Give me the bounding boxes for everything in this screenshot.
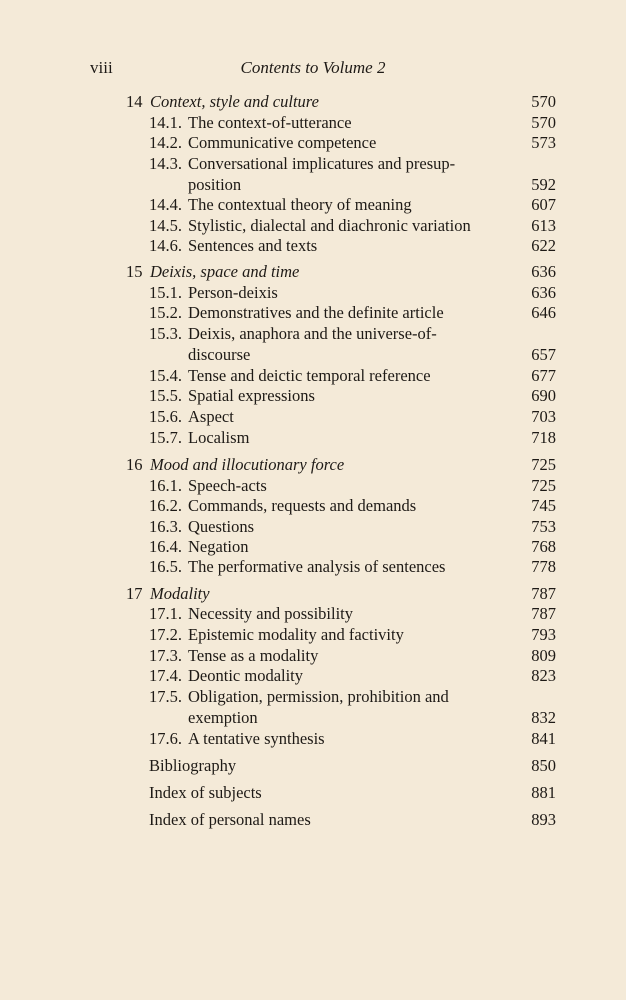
- toc-page-number: 622: [531, 236, 556, 255]
- toc-page-number: 718: [531, 428, 556, 447]
- toc-number: 17.1.: [149, 604, 182, 623]
- toc-entry: [0, 407, 626, 427]
- toc-entry: [0, 345, 626, 365]
- toc-title: Localism: [188, 428, 250, 447]
- toc-number: 17.2.: [149, 625, 182, 644]
- toc-page-number: 636: [531, 283, 556, 302]
- toc-number: 14.4.: [149, 195, 182, 214]
- toc-page-number: 657: [531, 345, 556, 364]
- toc-title: The context-of-utterance: [188, 113, 352, 132]
- toc-page-number: 809: [531, 646, 556, 665]
- toc-entry: [0, 175, 626, 195]
- toc-title: exemption: [188, 708, 258, 727]
- toc-title: Obligation, permission, prohibition and: [188, 687, 449, 706]
- toc-number: 15.3.: [149, 324, 182, 343]
- toc-page-number: 778: [531, 557, 556, 576]
- toc-entry: [0, 283, 626, 303]
- toc-number: 16.4.: [149, 537, 182, 556]
- toc-number: 16.5.: [149, 557, 182, 576]
- toc-number: 16.3.: [149, 517, 182, 536]
- toc-title: Tense and deictic temporal reference: [188, 366, 431, 385]
- toc-page-number: 570: [531, 92, 556, 111]
- page-number: viii: [90, 58, 113, 77]
- toc-title: Communicative competence: [188, 133, 377, 152]
- toc-chapter: [0, 92, 626, 112]
- toc-page-number: 607: [531, 195, 556, 214]
- toc-title: Epistemic modality and factivity: [188, 625, 404, 644]
- toc-number: 14.6.: [149, 236, 182, 255]
- toc-number: 15.2.: [149, 303, 182, 322]
- toc-page-number: 787: [531, 604, 556, 623]
- toc-page-number: 646: [531, 303, 556, 322]
- toc-title: Tense as a modality: [188, 646, 319, 665]
- toc-page-number: 841: [531, 729, 556, 748]
- toc-entry: [0, 133, 626, 153]
- toc-page-number: 703: [531, 407, 556, 426]
- toc-title: Sentences and texts: [188, 236, 318, 255]
- toc-entry: [0, 386, 626, 406]
- toc-number: 14.2.: [149, 133, 182, 152]
- toc-number: 17.6.: [149, 729, 182, 748]
- toc-page-number: 881: [531, 783, 556, 802]
- toc-title: Speech-acts: [188, 476, 267, 495]
- toc-title: Mood and illocutionary force: [150, 455, 345, 474]
- toc-page-number: 677: [531, 366, 556, 385]
- toc-page-number: 768: [531, 537, 556, 556]
- toc-entry: [0, 195, 626, 215]
- toc-entry: [0, 646, 626, 666]
- toc-entry: [0, 236, 626, 256]
- toc-chapter: [0, 262, 626, 282]
- toc-page-number: 592: [531, 175, 556, 194]
- toc-backmatter: [0, 756, 626, 776]
- toc-number: 17.5.: [149, 687, 182, 706]
- toc-page-number: 745: [531, 496, 556, 515]
- toc-title: Stylistic, dialectal and diachronic variation: [188, 216, 471, 235]
- toc-page-number: 823: [531, 666, 556, 685]
- toc-entry: [0, 687, 626, 707]
- toc-entry: [0, 324, 626, 344]
- toc-title: The performative analysis of sentences: [188, 557, 446, 576]
- toc-number: 14: [126, 92, 143, 111]
- toc-entry: [0, 366, 626, 386]
- toc-title: A tentative synthesis: [188, 729, 325, 748]
- toc-entry: [0, 557, 626, 577]
- toc-title: Necessity and possibility: [188, 604, 353, 623]
- toc-entry: [0, 476, 626, 496]
- toc-entry: [0, 625, 626, 645]
- toc-title: Index of subjects: [149, 783, 262, 802]
- toc-title: Deixis, space and time: [150, 262, 300, 281]
- toc-title: Aspect: [188, 407, 234, 426]
- toc-number: 15.5.: [149, 386, 182, 405]
- toc-page-number: 725: [531, 476, 556, 495]
- toc-title: Questions: [188, 517, 254, 536]
- toc-entry: [0, 666, 626, 686]
- running-title: Contents to Volume 2: [240, 58, 386, 77]
- toc-page-number: 753: [531, 517, 556, 536]
- toc-entry: [0, 517, 626, 537]
- toc-title: Commands, requests and demands: [188, 496, 417, 515]
- toc-entry: [0, 428, 626, 448]
- toc-page-number: 636: [531, 262, 556, 281]
- toc-title: discourse: [188, 345, 251, 364]
- toc-number: 16.1.: [149, 476, 182, 495]
- toc-entry: [0, 604, 626, 624]
- toc-page-number: 893: [531, 810, 556, 829]
- toc-title: Context, style and culture: [150, 92, 319, 111]
- toc-number: 15.4.: [149, 366, 182, 385]
- toc-number: 14.1.: [149, 113, 182, 132]
- toc-entry: [0, 216, 626, 236]
- toc-title: Spatial expressions: [188, 386, 315, 405]
- toc-page-number: 570: [531, 113, 556, 132]
- toc-page-number: 690: [531, 386, 556, 405]
- toc-title: Negation: [188, 537, 249, 556]
- toc-chapter: [0, 455, 626, 475]
- toc-number: 15.6.: [149, 407, 182, 426]
- toc-number: 15.7.: [149, 428, 182, 447]
- toc-entry: [0, 537, 626, 557]
- page-header: [0, 58, 626, 82]
- toc-title: The contextual theory of meaning: [188, 195, 412, 214]
- toc-entry: [0, 729, 626, 749]
- toc-page-number: 787: [531, 584, 556, 603]
- toc-title: Modality: [150, 584, 210, 603]
- toc-number: 16: [126, 455, 143, 474]
- toc-title: Person-deixis: [188, 283, 278, 302]
- toc-page-number: 793: [531, 625, 556, 644]
- toc-entry: [0, 708, 626, 728]
- toc-entry: [0, 303, 626, 323]
- toc-number: 14.3.: [149, 154, 182, 173]
- toc-chapter: [0, 584, 626, 604]
- toc-title: Deontic modality: [188, 666, 304, 685]
- toc-entry: [0, 496, 626, 516]
- toc-title: Bibliography: [149, 756, 237, 775]
- toc-number: 17.3.: [149, 646, 182, 665]
- toc-number: 16.2.: [149, 496, 182, 515]
- toc-number: 15: [126, 262, 143, 281]
- toc-page-number: 725: [531, 455, 556, 474]
- toc-title: position: [188, 175, 242, 194]
- toc-page-number: 832: [531, 708, 556, 727]
- toc-entry: [0, 113, 626, 133]
- toc-page-number: 573: [531, 133, 556, 152]
- toc-title: Index of personal names: [149, 810, 311, 829]
- toc-backmatter: [0, 810, 626, 830]
- toc-page-number: 850: [531, 756, 556, 775]
- toc-backmatter: [0, 783, 626, 803]
- toc-title: Demonstratives and the definite article: [188, 303, 444, 322]
- toc-entry: [0, 154, 626, 174]
- toc-title: Conversational implicatures and presup-: [188, 154, 456, 173]
- toc-title: Deixis, anaphora and the universe-of-: [188, 324, 437, 343]
- toc-number: 14.5.: [149, 216, 182, 235]
- toc-number: 17.4.: [149, 666, 182, 685]
- toc-number: 17: [126, 584, 143, 603]
- toc-page-number: 613: [531, 216, 556, 235]
- toc-number: 15.1.: [149, 283, 182, 302]
